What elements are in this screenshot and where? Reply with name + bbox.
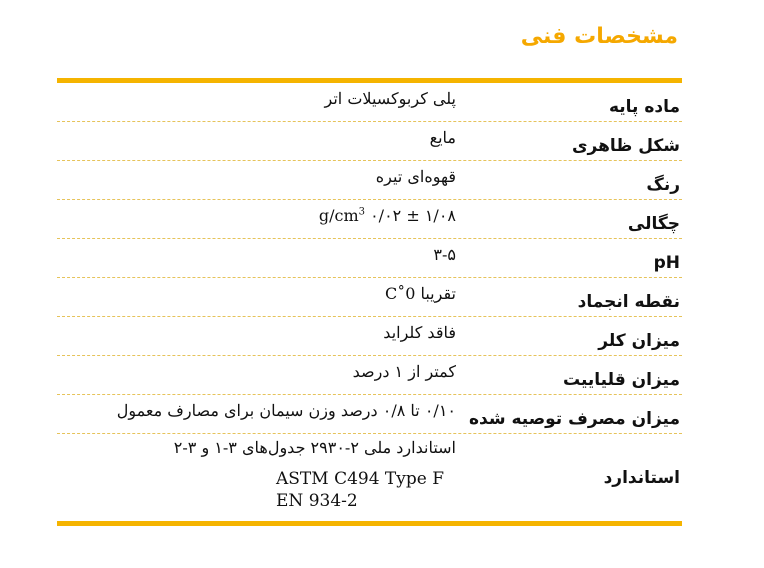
- page-title: مشخصات فنی: [520, 24, 678, 49]
- standard-astm: ASTM C494 Type F: [276, 469, 445, 489]
- row-label-appearance: شکل ظاهری: [571, 136, 680, 156]
- row-value-base-material: پلی کربوکسیلات اتر: [324, 89, 456, 108]
- table-row: [57, 356, 682, 395]
- table-row: [57, 317, 682, 356]
- table-row: [57, 83, 682, 122]
- row-label-chloride: میزان کلر: [598, 331, 680, 351]
- row-label-standard: استاندارد: [603, 467, 680, 488]
- row-value-dosage: ۰/۱۰ تا ۰/۸ درصد وزن سیمان برای مصارف معمول: [116, 401, 456, 420]
- row-label-ph: pH: [653, 253, 680, 273]
- row-label-dosage: میزان مصرف توصیه شده: [468, 409, 680, 429]
- row-label-base-material: ماده پایه: [608, 97, 680, 117]
- density-unit-exponent: 3: [358, 206, 365, 218]
- standard-en: EN 934-2: [276, 491, 358, 511]
- row-label-density: چگالی: [627, 214, 680, 234]
- table-row: [57, 239, 682, 278]
- row-value-alkalinity: کمتر از ۱ درصد: [352, 362, 456, 381]
- table-row-standard: [57, 434, 682, 521]
- row-value-appearance: مایع: [429, 128, 456, 147]
- row-value-standard: [57, 434, 482, 512]
- row-value-color: قهوه‌ای تیره: [375, 167, 456, 186]
- row-label-color: رنگ: [646, 175, 680, 195]
- table-row: [57, 278, 682, 317]
- standard-national: استاندارد ملی ۲-۲۹۳۰ جدول‌های ۳-۱ و ۳-۲: [173, 438, 456, 457]
- row-label-freezing-point: نقطه انجماد: [577, 292, 680, 312]
- table-row: [57, 122, 682, 161]
- table-row: [57, 395, 682, 434]
- row-value-freezing-point: تقریبا 0˚C: [384, 284, 456, 303]
- row-label-alkalinity: میزان قلیاییت: [562, 370, 680, 390]
- table-row: [57, 161, 682, 200]
- row-value-chloride: فاقد کلراید: [383, 323, 456, 342]
- row-value-density: [57, 200, 482, 225]
- spec-table: [57, 78, 682, 526]
- row-value-ph: ۳-۵: [433, 245, 456, 264]
- table-row: [57, 200, 682, 239]
- density-value-text: ۱/۰۸ ± ۰/۰۲ g/cm: [318, 206, 456, 225]
